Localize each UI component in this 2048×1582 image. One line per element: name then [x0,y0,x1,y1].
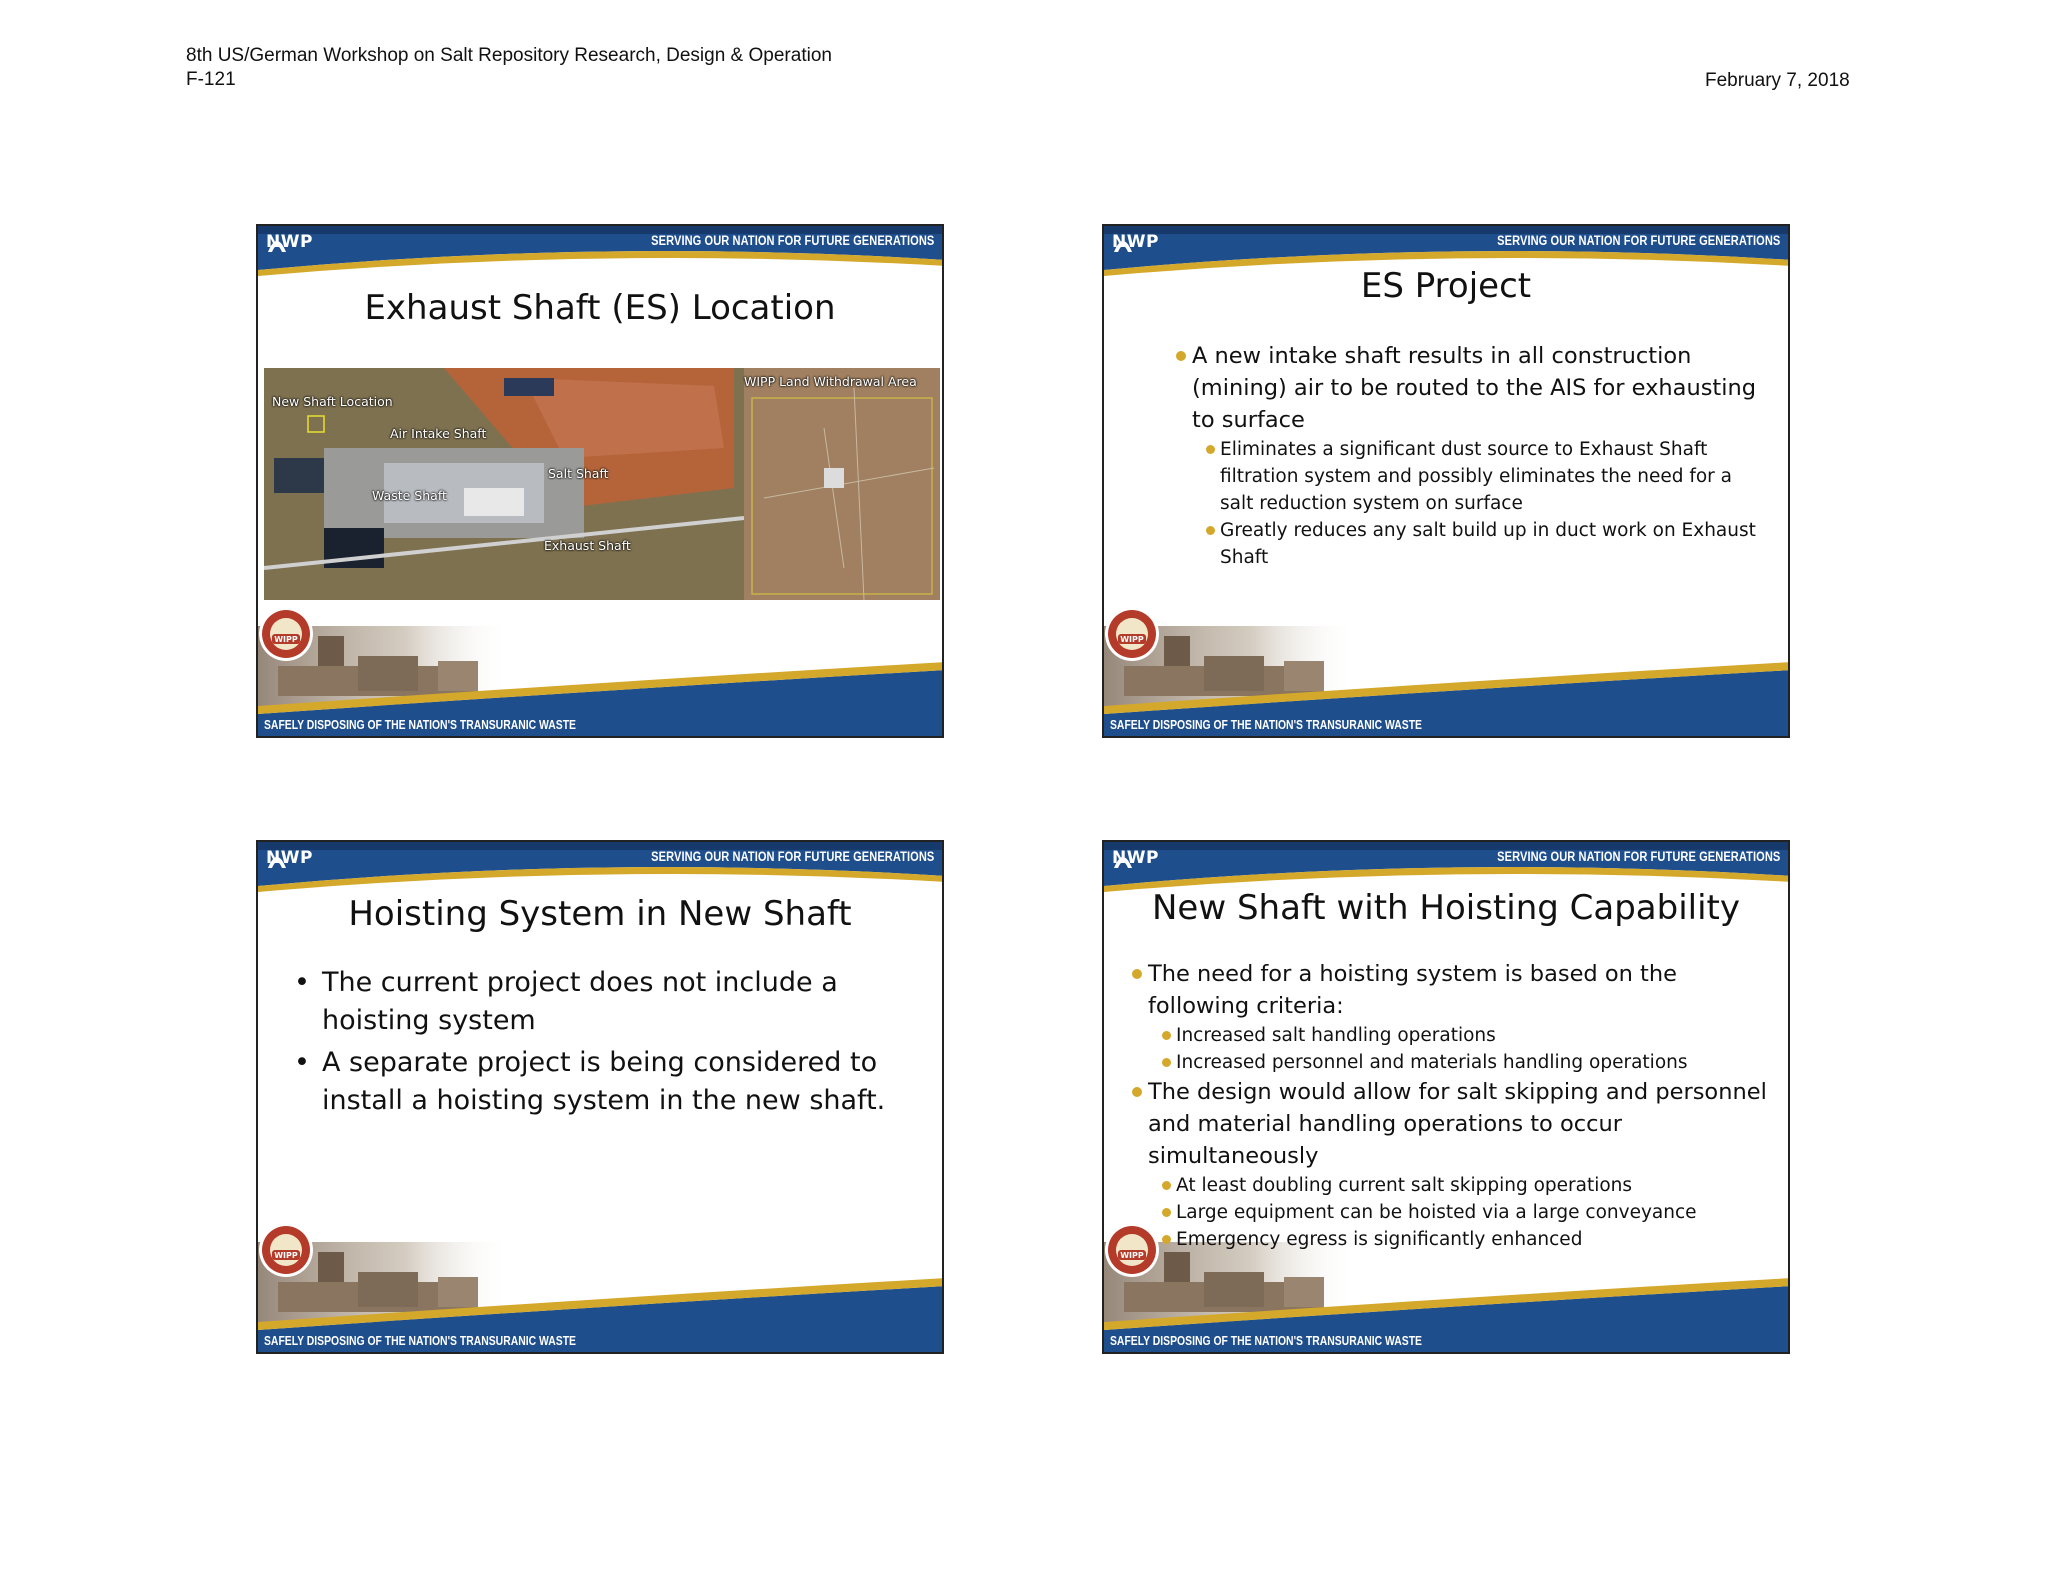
bottom-tagline: SAFELY DISPOSING OF THE NATION'S TRANSURANIC WASTE [264,717,576,732]
bullet-item [294,1044,894,1120]
nwp-logo-icon [1112,848,1134,870]
bullet-level-2: Large equipment can be hoisted via a large conveyance [1160,1199,1780,1226]
bottom-tagline: SAFELY DISPOSING OF THE NATION'S TRANSURANIC WASTE [1110,717,1422,732]
wipp-seal-icon [258,1222,314,1278]
slide-2 [1102,224,1790,738]
bullet-level-2: Eliminates a significant dust source to Exhaust Shaft filtration system and possibly eliminates the need for a salt reduction system on surface [1204,436,1762,517]
label-waste-shaft: Waste Shaft [372,488,447,503]
bullet-text: A separate project is being considered to install a hoisting system in the new shaft. [322,1047,886,1116]
top-tagline: SERVING OUR NATION FOR FUTURE GENERATIONS [1496,233,1780,248]
nwp-logo-icon [266,232,288,254]
bottom-tagline: SAFELY DISPOSING OF THE NATION'S TRANSURANIC WASTE [264,1333,576,1348]
nwp-logo-icon [1112,232,1134,254]
label-air-intake-shaft: Air Intake Shaft [390,426,487,441]
label-land-withdrawal-area: WIPP Land Withdrawal Area [744,374,917,389]
bullet-level-1: The design would allow for salt skipping and personnel and material handling operations to occur simultaneously [1148,1076,1780,1172]
wipp-seal-icon [1104,606,1160,662]
workshop-title: 8th US/German Workshop on Salt Repository Research, Design & Operation [186,45,832,66]
document-id: F-121 [186,69,236,90]
wipp-seal-icon [258,606,314,662]
slide-title: Hoisting System in New Shaft [348,894,852,934]
slide-body [1192,340,1762,571]
seal-text: WIPP [274,635,298,644]
bottom-tagline: SAFELY DISPOSING OF THE NATION'S TRANSURANIC WASTE [1110,1333,1422,1348]
logo-text: NWP [266,232,313,252]
bullet-level-1: A new intake shaft results in all construction (mining) air to be routed to the AIS for exhausting to surface [1192,340,1762,436]
bullet-level-2: At least doubling current salt skipping operations [1160,1172,1780,1199]
top-tagline: SERVING OUR NATION FOR FUTURE GENERATIONS [650,233,934,248]
label-exhaust-shaft: Exhaust Shaft [544,538,631,553]
slide-4 [1102,840,1790,1354]
nwp-logo [266,848,313,868]
slide-bottom-banner [1104,606,1788,736]
bullet-icon: • [294,967,310,998]
bullet-level-2: Greatly reduces any salt build up in duct work on Exhaust Shaft [1204,517,1762,571]
bullet-level-2: Increased personnel and materials handling operations [1160,1049,1780,1076]
slide-1 [256,224,944,738]
slide-3 [256,840,944,1354]
seal-text: WIPP [1120,1251,1144,1260]
page-date: February 7, 2018 [1705,70,1850,91]
bullet-item [294,964,894,1040]
slide-body [1148,958,1780,1253]
nwp-logo-icon [266,848,288,870]
top-tagline: SERVING OUR NATION FOR FUTURE GENERATIONS [1496,849,1780,864]
nwp-logo [266,232,313,252]
slide-bottom-banner [258,606,942,736]
logo-text: NWP [1112,232,1159,252]
bullet-level-2: Emergency egress is significantly enhanced [1160,1226,1780,1253]
slide-bottom-banner [258,1222,942,1352]
slide-title: ES Project [1360,266,1532,306]
slide-title: New Shaft with Hoisting Capability [1152,888,1740,928]
logo-text: NWP [1112,848,1159,868]
top-tagline: SERVING OUR NATION FOR FUTURE GENERATIONS [650,849,934,864]
seal-text: WIPP [274,1251,298,1260]
nwp-logo [1112,848,1159,868]
logo-text: NWP [266,848,313,868]
bullet-text: The current project does not include a hoisting system [322,967,838,1036]
bullet-level-2: Increased salt handling operations [1160,1022,1780,1049]
seal-text: WIPP [1120,635,1144,644]
bullet-icon: • [294,1047,310,1078]
slide-title: Exhaust Shaft (ES) Location [364,288,836,328]
slide-top-banner [258,226,942,288]
label-salt-shaft: Salt Shaft [548,466,609,481]
slide-body [294,964,894,1120]
label-new-shaft-location: New Shaft Location [272,394,393,409]
site-aerial-photo [264,368,940,600]
bullet-level-1: The need for a hoisting system is based on the following criteria: [1148,958,1780,1022]
nwp-logo [1112,232,1159,252]
